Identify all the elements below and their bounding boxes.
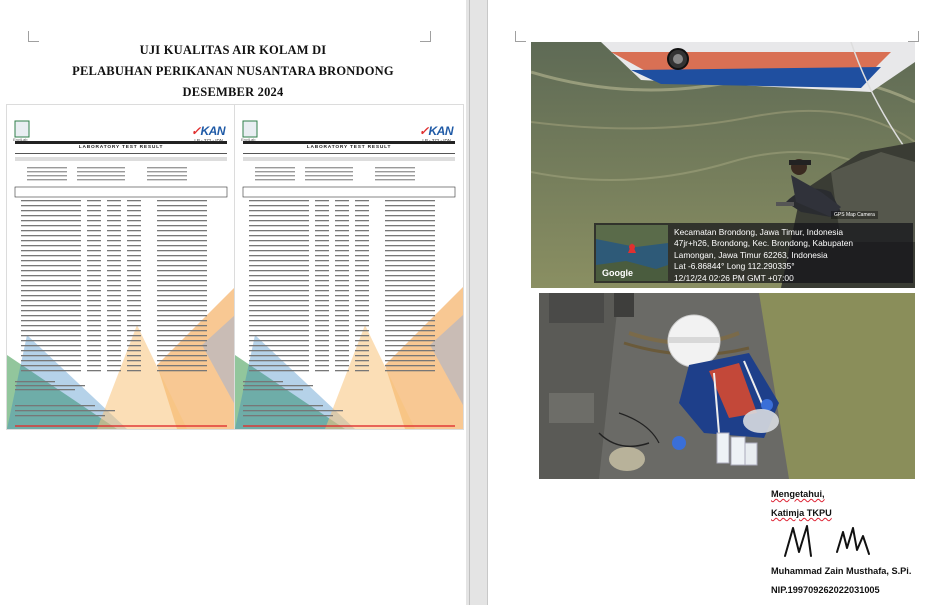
page-title-line-1: UJI KUALITAS AIR KOLAM DI [139,43,327,57]
document-page-left[interactable] [0,0,466,605]
crop-mark [908,31,919,42]
crop-mark [28,31,39,42]
gps-camera-tag: GPS Map Camera [831,211,878,219]
sampling-scene-graphic [539,293,915,479]
lab-report-heading: LABORATORY TEST RESULT [306,145,392,150]
lab-report-image-2 [234,104,464,430]
geotag-line-3: Lamongan, Jawa Timur 62263, Indonesia [674,249,828,260]
document-page-right[interactable] [487,0,947,605]
crop-mark [515,31,526,42]
kan-code: LP - 372 - IDN [194,138,223,143]
signatory-nip: NIP.199709262022031005 [771,585,880,595]
lab-report-graphic [7,105,235,429]
page-title-line-3: DESEMBER 2024 [182,85,284,99]
page-gap [466,0,487,605]
lab-logo-text: EnviLab [241,137,256,142]
handwritten-signature [781,522,891,560]
lab-report-image-1 [6,104,236,430]
geotag-line-4: Lat -6.86844° Long 112.290335° [674,261,795,272]
page-title-line-2: PELABUHAN PERIKANAN NUSANTARA BRONDONG [72,64,394,78]
kan-code: LP - 372 - IDN [422,138,451,143]
google-logo: Google [602,268,633,278]
crop-mark [420,31,431,42]
map-thumbnail [596,225,668,281]
field-photo-harbour [531,42,915,288]
acknowledged-label: Mengetahui, [771,489,825,499]
kan-logo: ✓KAN [418,124,453,138]
geotag-line-1: Kecamatan Brondong, Jawa Timur, Indonesia [674,227,843,237]
lab-report-graphic [235,105,463,429]
field-photo-sampling [539,293,915,479]
geotag-overlay [594,223,913,283]
geotag-line-5: 12/12/24 02:26 PM GMT +07:00 [674,272,794,283]
lab-report-heading: LABORATORY TEST RESULT [78,145,164,150]
kan-logo: ✓KAN [190,124,225,138]
signatory-name: Muhammad Zain Musthafa, S.Pi. [771,566,912,576]
geotag-text [674,227,914,284]
geotag-line-2: 47jr+h26, Brondong, Kec. Brondong, Kabupaten [674,238,854,249]
lab-logo-text: EnviLab [13,137,28,142]
role-label: Katimja TKPU [771,508,832,518]
